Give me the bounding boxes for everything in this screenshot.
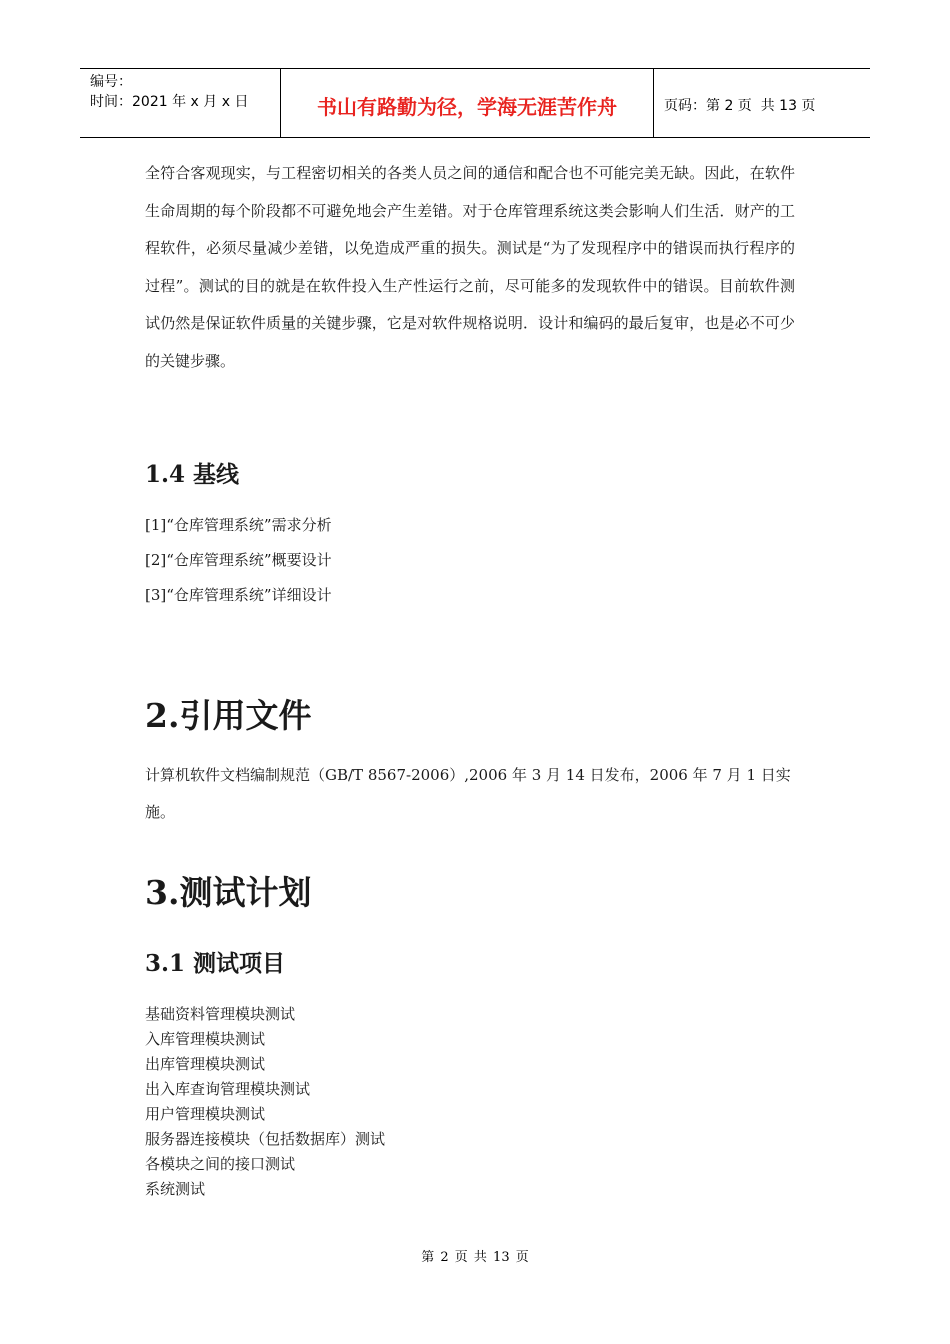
page-header [80,68,870,138]
header-page-info: 页码：第 2 页 共 13 页 [664,98,816,114]
baseline-item: [1]“仓库管理系统”需求分析 [145,516,332,534]
document-number-label: 编号： [90,74,132,90]
baseline-item: [2]“仓库管理系统”概要设计 [145,551,332,569]
section-2-heading: 2.引用文件 [145,696,312,735]
test-items-list [145,1002,385,1202]
section-3-1-heading: 3.1 测试项目 [145,950,286,977]
header-meta [80,69,281,137]
header-motto: 书山有路勤为径，学海无涯苦作舟 [281,69,654,137]
section-3-heading: 3.测试计划 [145,873,312,912]
section-2-text: 计算机软件文档编制规范（GB/T 8567-2006）,2006 年 3 月 14 日发布，2006 年 7 月 1 日实施。 [145,766,791,821]
test-item: 服务器连接模块（包括数据库）测试 [145,1130,386,1148]
test-item: 各模块之间的接口测试 [145,1155,296,1173]
section-1-4-heading: 1.4 基线 [145,461,240,488]
baseline-list [145,508,332,613]
test-item: 入库管理模块测试 [145,1030,266,1048]
intro-paragraph: 全符合客观现实，与工程密切相关的各类人员之间的通信和配合也不可能完美无缺。因此，在软件生命周期的每个阶段都不可避免地会产生差错。对于仓库管理系统这类会影响人们生活．财产的工程软件，必须尽量减少差错，以免造成严重的损失。测试是“为了发现程序中的错误而执行程序的过程”。测试的目的就是在软件投入生产性运行之前，尽可能多的发现软件中的错误。目前软件测试仍然是保证软件质量的关键步骤，它是对软件规格说明．设计和编码的最后复审，也是必不可少的关键步骤。 [145,164,795,370]
document-time-label: 时间：2021 年 x 月 x 日 [90,94,249,110]
test-item: 基础资料管理模块测试 [145,1005,296,1023]
baseline-item: [3]“仓库管理系统”详细设计 [145,586,332,604]
test-item: 出入库查询管理模块测试 [145,1080,311,1098]
intro-section [145,155,795,380]
test-item: 出库管理模块测试 [145,1055,266,1073]
test-item: 系统测试 [145,1180,206,1198]
page-footer: 第 2 页 共 13 页 [421,1250,529,1265]
test-item: 用户管理模块测试 [145,1105,266,1123]
